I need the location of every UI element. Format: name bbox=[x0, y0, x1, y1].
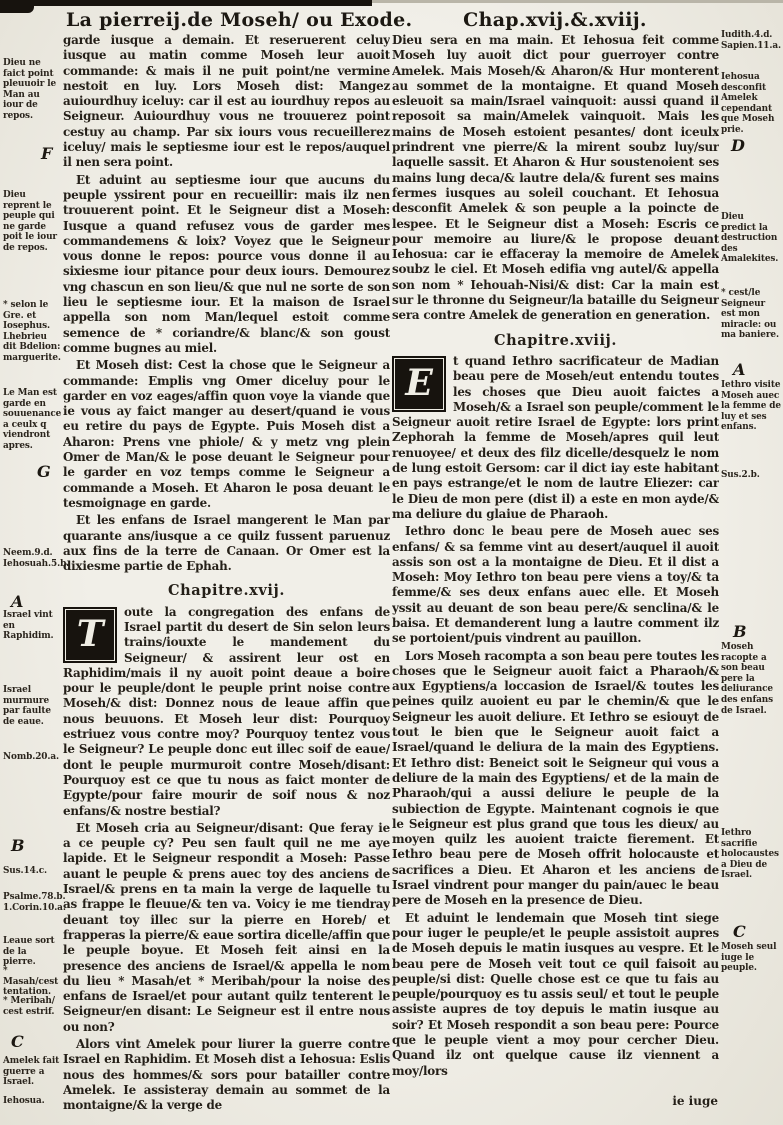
margin-note: Iethro visite Moseh auec la femme de luy et ses enfans. bbox=[721, 380, 781, 433]
woodcut-initial: T bbox=[63, 607, 117, 663]
margin-note: * cest/le Seigneur est mon miracle: ou ma baniere. bbox=[721, 288, 779, 341]
chapter-opening-paragraph bbox=[63, 605, 390, 819]
margin-note: * selon le Gre. et Iosephus. Lhebrieu dit Bdelion: marguerite. bbox=[3, 300, 61, 363]
right-margin-gloss-column bbox=[721, 0, 781, 1125]
section-letter: A bbox=[733, 360, 746, 379]
running-header-title: La pierre bbox=[66, 9, 166, 31]
chapter-heading-xvij: Chapitre.xvij. bbox=[167, 582, 285, 600]
running-header-chapters: Chap.xvij.&.xviij. bbox=[463, 9, 647, 31]
margin-note-reference: Sus.2.b. bbox=[721, 470, 760, 480]
margin-note-reference: Neem.9.d. Iehosuah.5.b. bbox=[3, 548, 70, 569]
margin-note: Amelek fait guerre a Israel. bbox=[3, 1056, 60, 1088]
margin-note: Dieu reprent le peuple qui ne garde poit le iour de repos. bbox=[3, 190, 58, 253]
right-text-column bbox=[392, 33, 719, 1113]
margin-note-reference: Nomb.20.a. bbox=[3, 752, 59, 762]
running-header-book: de Moseh/ ou Exode. bbox=[187, 9, 413, 31]
running-header-left bbox=[62, 9, 413, 33]
woodcut-initial: E bbox=[392, 356, 446, 412]
paragraph: Lors Moseh racompta a son beau pere toutes les choses que le Seigneur auoit faict a Pharaoh/& aux Egyptiens/a loccasion de Israel/& toutes les peines quilz auoient eu par le chemin/& que le Seigneur les auoit deliure. Et Iethro se esiouyt de tout le bien que le Seigneur auoit faict a Israel/quand le deliura de la main des Egyptiens. Et Iethro dist: Beneict soit le Seigneur qui vous a deliure de la main des Egyptiens/ et de la main de Pharaoh/qui a aussi deliure le peuple de la subiection de Egypte. Maintenant cognois ie que le Seigneur est plus grand que tous les dieux/ au moyen quilz les auoient traicte fierement. Et Iethro beau pere de Moseh offrit holocauste et sacrifices a Dieu. Et Aharon et les anciens de Israel vindrent pour manger du pain/auec le beau pere de Moseh en la presence de Dieu. bbox=[392, 648, 719, 908]
paragraph: Alors vint Amelek pour liurer la guerre contre Israel en Raphidim. Et Moseh dist a Iehosua: Eslis nous des hommes/& sors pour batailler contre Amelek. Ie assisteray demain au sommet de la montaigne/& la verge de bbox=[63, 1037, 390, 1113]
margin-note: * Meribah/ cest estrif. bbox=[3, 996, 55, 1017]
paragraph: Et aduint le lendemain que Moseh tint siege pour iuger le peuple/et le peuple assistoit aupres de Moseh depuis le matin iusques au vespre. Et le beau pere de Moseh veit tout ce quil faisoit au peuple/si dist: Quelle chose est ce que tu fais au peuple/pourquoy es tu assis seul/ et tout le peuple assiste aupres de toy depuis le matin iusque au soir? Et Moseh respondit a son beau pere: Pource que le peuple vient a moy pour cercher Dieu. Quand ilz ont quelque cause ilz viennent a moy/lors bbox=[392, 910, 719, 1078]
section-letter: A bbox=[11, 592, 24, 611]
paragraph-text: t quand Iethro sacrificateur de Madian beau pere de Moseh/eut entendu toutes les choses que Dieu auoit faictes a Moseh/& a Israel son peuple/comment le Seigneur auoit retire Israel de Egypte: lors print Zephorah la femme de Moseh/apres quil leut renuoyee/ et deux des filz dicelle/desquelz le nom de lung estoit Gersom: car il dict iay este habitant en pays estrange/et le nom de lautre Eliezer: car le Dieu de mon pere (dist il) a este en mon ayde/& ma deliure du glaiue de Pharaoh. bbox=[392, 353, 719, 521]
section-letter: D bbox=[731, 136, 745, 155]
section-letter: B bbox=[733, 622, 747, 641]
paragraph: Dieu sera en ma main. Et Iehosua feit comme Moseh luy auoit dict pour guerroyer contre Amelek. Mais Moseh/& Aharon/& Hur monterent au sommet de la montaigne. Et quand Moseh esleuoit sa main/Israel vainquoit: aussi quand il reposoit sa main/Amelek vainquoit. Mais les mains de Moseh estoient pesantes/ dont iceulx prindrent vne pierre/& la mirent soubz luy/sur laquelle sassit. Et Aharon & Hur soustenoient ses mains lung deca/& lautre dela/& furent ses mains fermes iusques au soleil couchant. Et Iehosua desconfit Amelek & son peuple a la poincte de lespee. Et le Seigneur dist a Moseh: Escris ce pour memoire au liure/& le propose deuant Iehosua: car ie effaceray la memoire de Amelek soubz le ciel. Et Moseh edifia vng autel/& appella son nom * Iehouah-Nisi/& dist: Car la main est sur le thronne du Seigneur/la bataille du Seigneur sera contre Amelek de generation en generation. bbox=[392, 33, 719, 323]
chapter-opening-paragraph bbox=[392, 354, 719, 522]
margin-note: Israel vint en Raphidim. bbox=[3, 610, 54, 642]
margin-note: Leaue sort de la pierre. bbox=[3, 936, 55, 968]
paragraph: Et Moseh dist: Cest la chose que le Seigneur a commande: Emplis vng Omer diceluy pour le garder en voz eages/affin quon voye la viande que ie vous ay faict manger au desert/quand ie vous eu retire du pays de Egypte. Puis Moseh dist a Aharon: Prens vne phiole/ & y metz vng plein Omer de Man/& le pose deuant le Seigneur pour le garder en voz temps comme le Seigneur a commande a Moseh. Et Aharon le posa deuant le tesmoignage en garde. bbox=[63, 358, 390, 510]
paragraph: Et les enfans de Israel mangerent le Man par quarante ans/iusque a ce quilz fussent paruenuz aux fins de la terre de Canaan. Or Omer est la dixiesme partie de Ephah. bbox=[63, 513, 390, 574]
paragraph: Et Moseh cria au Seigneur/disant: Que feray ie a ce peuple cy? Peu sen fault quil ne me aye lapide. Et le Seigneur respondit a Moseh: Passe auant le peuple & prens auec toy des anciens de Israel/& prens en ta main la verge de laquelle tu as frappe le fleuue/& ten va. Voicy ie me tiendray deuant toy illec sur la pierre en Horeb/ et frapperas la pierre/& eaue sortira dicelle/affin que le peuple boyue. Et Moseh feit ainsi en la presence des anciens de Israel/& appella le nom du lieu * Masah/et * Meribah/pour la noise des enfans de Israel/et pour autant quilz tenterent le Seigneur/en disant: Le Seigneur est il entre nous ou non? bbox=[63, 820, 390, 1034]
margin-note: Dieu ne faict point pleuuoir le Man au iour de repos. bbox=[3, 58, 57, 121]
margin-note-reference: Iudith.4.d. Sapien.11.a. bbox=[721, 30, 782, 51]
paragraph: Et aduint au septiesme iour que aucuns du peuple yssirent pour en recueillir: mais ilz nen trouuerent point. Et le Seigneur dist a Moseh: Iusque a quand refusez vous de garder mes commandemens & loix? Voyez que le Seigneur vous donne le repos: pource vous donne il au sixiesme iour pitance pour deux iours. Demourez vng chascun en son lieu/& que nul ne sorte de son lieu le septiesme iour. Et la maison de Israel appella son nom Man/lequel estoit comme semence de * coriandre/& blanc/& son goust comme bugnes au miel. bbox=[63, 172, 390, 355]
margin-note: Dieu predict la destruction des Amalekites. bbox=[721, 212, 779, 265]
left-text-column bbox=[63, 33, 390, 1113]
margin-note: Iehosua. bbox=[3, 1096, 45, 1106]
section-letter: G bbox=[37, 462, 51, 481]
paragraph: Iethro donc le beau pere de Moseh auec ses enfans/ & sa femme vint au desert/auquel il auoit assis son ost a la montaigne de Dieu. Et il dist a Moseh: Moy Iethro ton beau pere viens a toy/& ta femme/& ses deux enfans auec elle. Et Moseh yssit au deuant de son beau pere/& senclina/& le baisa. Et demanderent lung a lautre comment ilz se portoient/puis vindrent au pauillon. bbox=[392, 524, 719, 646]
margin-note: Iehosua desconfit Amelek cependant que Moseh prie. bbox=[721, 72, 775, 135]
margin-note: Israel murmure par faulte de eaue. bbox=[3, 685, 51, 727]
section-letter: C bbox=[733, 922, 746, 941]
margin-note: Iethro sacrifie holocaustes a Dieu de Israel. bbox=[721, 828, 779, 881]
running-header-folio: ij. bbox=[165, 9, 188, 31]
catchword: ie iuge bbox=[672, 1094, 718, 1108]
paragraph-text: oute la congregation des enfans de Israel partit du desert de Sin selon leurs trains/iouxte le mandement du Seigneur/ & assirent leur ost en Raphidim/mais il ny auoit point deaue a boire pour le peuple/dont le peuple print noise contre Moseh/& dist: Donnez nous de leaue affin que nous beuuons. Et Moseh leur dist: Pourquoy estriuez vous contre moy? Pourquoy tentez vous le Seigneur? Le peuple donc eut illec soif de eaue/ dont le peuple murmuroit contre Moseh/disant: Pourquoy est ce que tu nous as faict monter de Egypte/pour faire mourir de soif nous & noz enfans/& nostre bestial? bbox=[63, 604, 390, 818]
left-margin-gloss-column bbox=[3, 0, 70, 1125]
margin-note: * Masah/cest tentation. bbox=[3, 966, 59, 998]
margin-note-reference: Psalme.78.b. 1.Corin.10.a. bbox=[3, 892, 66, 913]
paragraph: garde iusque a demain. Et reseruerent celuy iusque au matin comme Moseh leur auoit commande: & mais il ne puit point/ne vermine nestoit en luy. Lors Moseh dist: Mangez auiourdhuy iceluy: car il est au iourdhuy repos au Seigneur. Auiourdhuy vous ne trouuerez point cestuy au champ. Par six iours vous recueillerez iceluy/ mais le septiesme iour est le repos/auquel il nen sera point. bbox=[63, 33, 390, 170]
margin-note: Moseh racopte a son beau pere la deliurance des enfans de Israel. bbox=[721, 642, 774, 716]
margin-note: Le Man est garde en souuenance a ceulx q viendront apres. bbox=[3, 388, 62, 451]
margin-note: Moseh seul iuge le peuple. bbox=[721, 942, 777, 974]
section-letter: B bbox=[11, 836, 25, 855]
section-letter: C bbox=[11, 1032, 24, 1051]
section-letter: F bbox=[41, 144, 53, 163]
margin-note-reference: Sus.14.c. bbox=[3, 866, 47, 876]
chapter-heading-xviij: Chapitre.xviij. bbox=[493, 331, 618, 349]
